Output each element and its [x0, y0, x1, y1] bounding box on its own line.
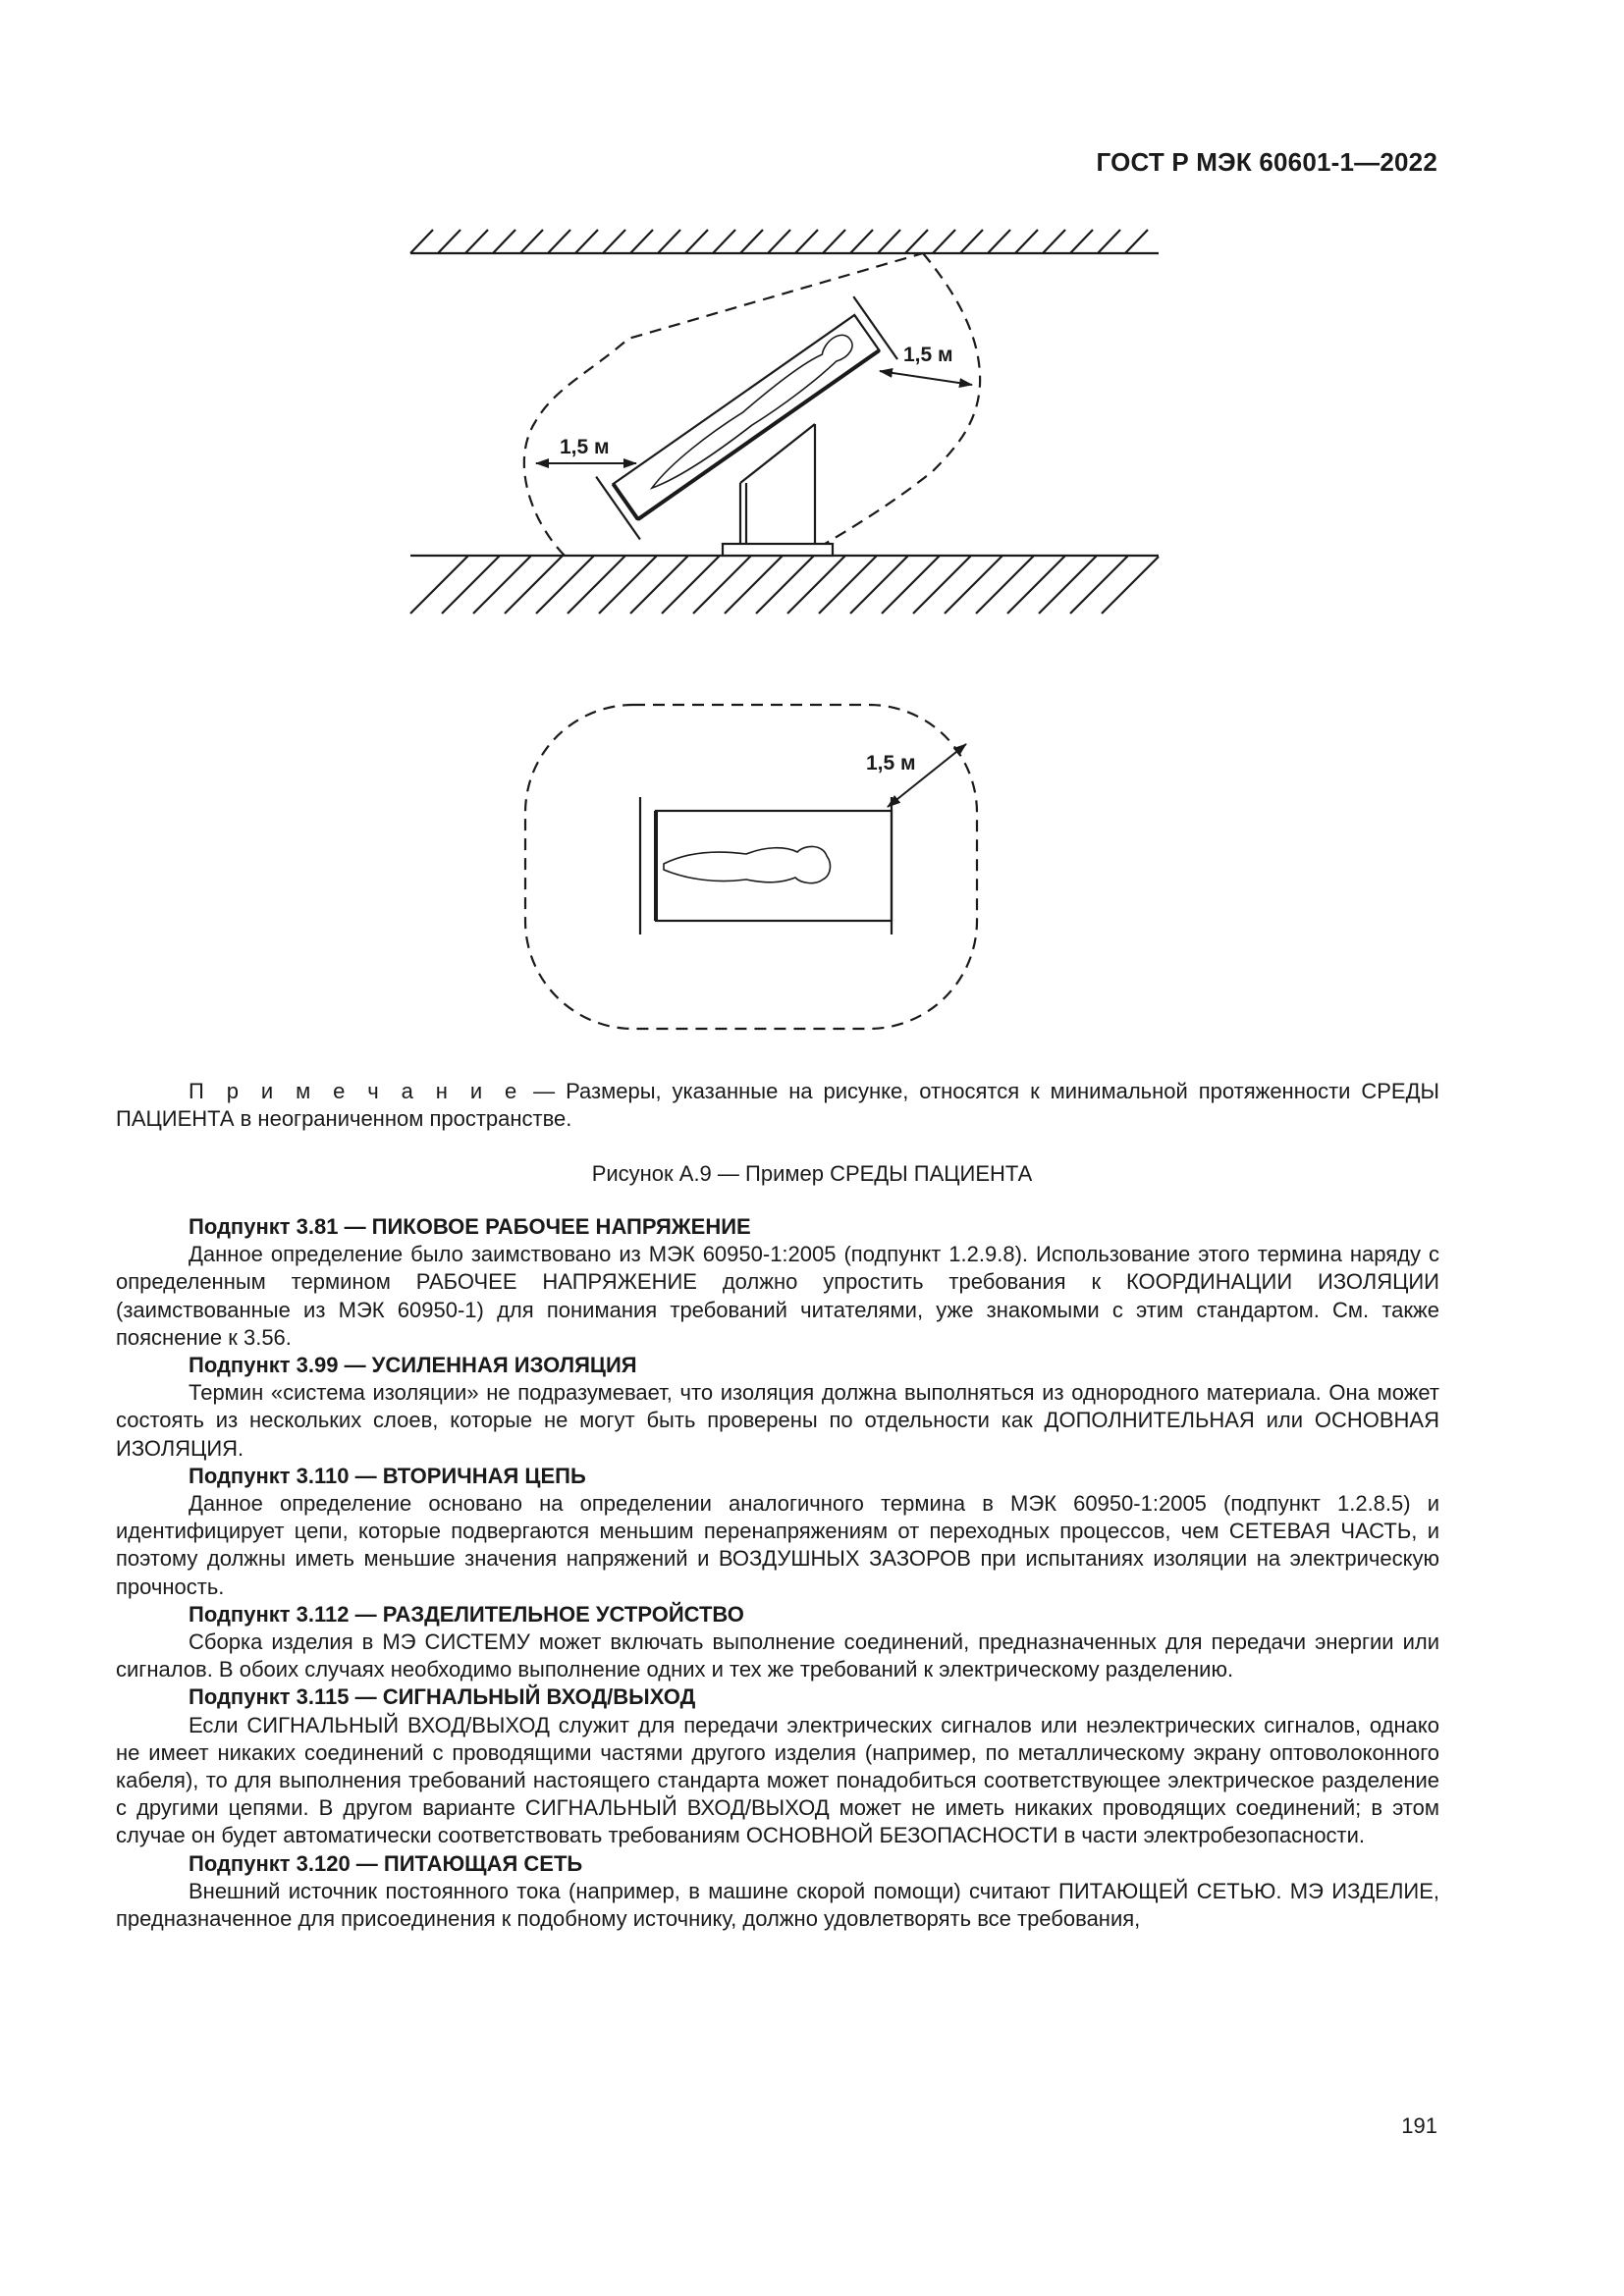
clause-3-81	[116, 1213, 1439, 1352]
clause-heading: Подпункт 3.99 — УСИЛЕННАЯ ИЗОЛЯЦИЯ	[189, 1353, 637, 1378]
figure-caption: Рисунок А.9 — Пример СРЕДЫ ПАЦИЕНТА	[591, 1161, 1033, 1186]
clause-3-99	[116, 1352, 1439, 1463]
clause-heading: Подпункт 3.81 — ПИКОВОЕ РАБОЧЕЕ НАПРЯЖЕНИЕ	[189, 1214, 751, 1239]
document-header: ГОСТ Р МЭК 60601-1—2022	[1096, 147, 1437, 177]
clause-heading: Подпункт 3.120 — ПИТАЮЩАЯ СЕТЬ	[189, 1850, 583, 1876]
clause-heading: Подпункт 3.115 — СИГНАЛЬНЫЙ ВХОД/ВЫХОД	[189, 1684, 696, 1710]
clause-3-112	[116, 1601, 1439, 1684]
dimension-label-side-left: 1,5 м	[560, 436, 610, 458]
clause-text: Если СИГНАЛЬНЫЙ ВХОД/ВЫХОД служит для передачи электрических сигналов или неэлектрических сигналов, однако не имеет никаких соединений с проводящими частями другого изделия (например, по металлическому экрану оптоволоконного кабеля), то для выполнения требований настоящего стандарта может понадобиться соответствующее электрическое разделение с другими цепями. В другом варианте СИГНАЛЬНЫЙ ВХОД/ВЫХОД может не иметь никаких проводящих соединений; в этом случае он будет автоматически соответствовать требованиям ОСНОВНОЙ БЕЗОПАСНОСТИ в части электробезопасности.	[116, 1712, 1439, 1848]
clause-text: Внешний источник постоянного тока (например, в машине скорой помощи) считают ПИТАЮЩЕЙ СЕТЬЮ. МЭ ИЗДЕЛИЕ, предназначенное для присоединения к подобному источнику, должно удовлетворять все требования,	[116, 1878, 1439, 1932]
clause-text: Данное определение основано на определении аналогичного термина в МЭК 60950-1:2005 (подпункт 1.2.8.5) и идентифицирует цепи, которые подвергаются меньшим перенапряжениям от переходных процессов, чем СЕТЕВАЯ ЧАСТЬ, и поэтому должны иметь меньшие значения напряжений и ВОЗДУШНЫХ ЗАЗОРОВ при испытаниях изоляции на электрическую прочность.	[116, 1491, 1439, 1599]
dimension-label-top-view: 1,5 м	[866, 752, 916, 774]
clause-heading: Подпункт 3.112 — РАЗДЕЛИТЕЛЬНОЕ УСТРОЙСТВО	[189, 1601, 744, 1627]
ceiling-hatching	[410, 230, 1159, 253]
note-label: П р и м е ч а н и е	[189, 1079, 523, 1103]
page-number: 191	[1401, 2113, 1437, 2138]
clause-text: Термин «система изоляции» не подразумевает, что изоляция должна выполняться из однородного материала. Она может состоять из нескольких слоев, которые не могут быть проверены по отдельности как ДОПОЛНИТЕЛЬНАЯ или ОСНОВНАЯ ИЗОЛЯЦИЯ.	[116, 1380, 1439, 1461]
dimension-label-side-right: 1,5 м	[903, 344, 953, 366]
note-text: — Размеры, указанные на рисунке, относятся к минимальной протяженности СРЕДЫ ПАЦИЕНТА в неограниченном пространстве.	[116, 1079, 1439, 1131]
top-view-table	[640, 797, 892, 934]
dimension-arrow-right	[880, 371, 972, 385]
clauses-section	[116, 1213, 1439, 1933]
patient-environment-figure	[0, 0, 1624, 1080]
clause-text: Сборка изделия в МЭ СИСТЕМУ может включать выполнение соединений, предназначенных для передачи энергии или сигналов. В обоих случаях необходимо выполнение одних и тех же требований к электрическому разделению.	[116, 1629, 1439, 1682]
clause-text: Данное определение было заимствовано из МЭК 60950-1:2005 (подпункт 1.2.9.8). Использование этого термина наряду с определенным термином РАБОЧЕЕ НАПРЯЖЕНИЕ должно упростить требования к КООРДИНАЦИИ ИЗОЛЯЦИИ (заимствованные из МЭК 60950-1) для понимания требований читателями, уже знакомыми с этим стандартом. См. также пояснение к 3.56.	[116, 1242, 1439, 1350]
clause-3-110	[116, 1463, 1439, 1601]
clause-3-115	[116, 1683, 1439, 1849]
clause-3-120	[116, 1850, 1439, 1934]
floor-hatching	[410, 556, 1159, 614]
clause-heading: Подпункт 3.110 — ВТОРИЧНАЯ ЦЕПЬ	[189, 1463, 586, 1488]
figure-note	[116, 1078, 1439, 1133]
